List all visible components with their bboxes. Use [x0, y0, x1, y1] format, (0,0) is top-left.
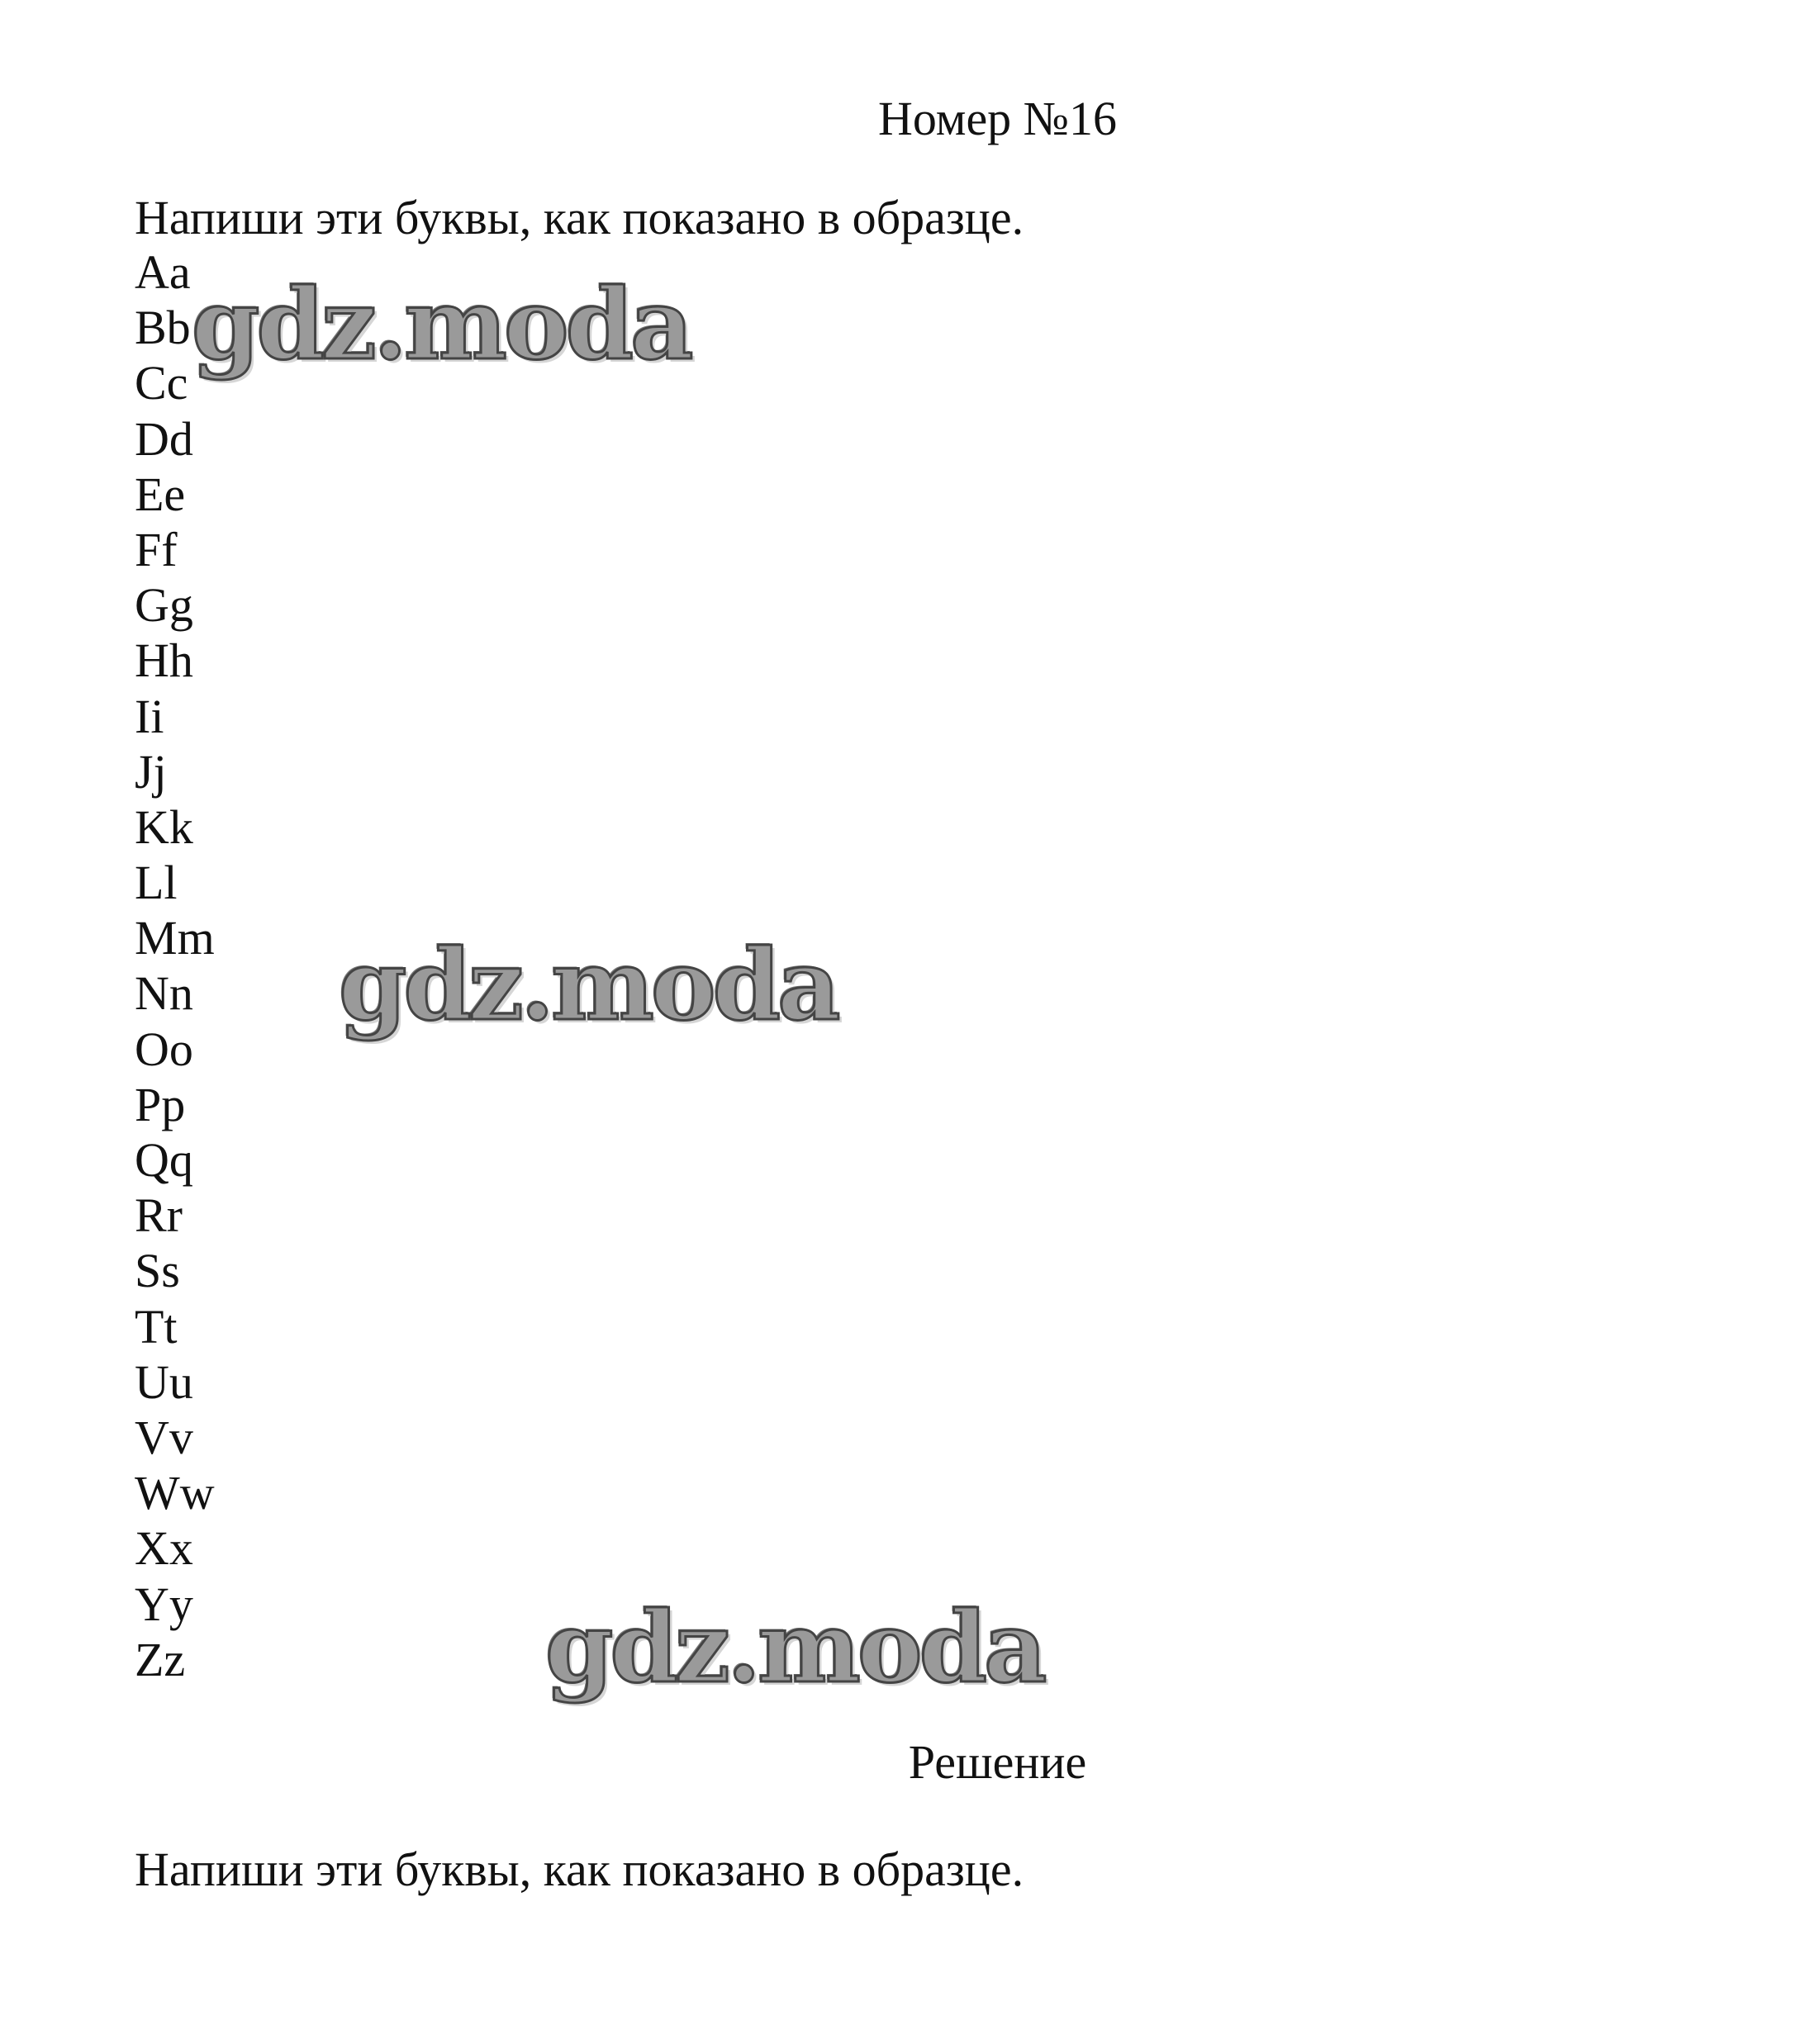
letter-pair: Vv — [135, 1410, 193, 1464]
letter-pair: Ff — [135, 522, 178, 576]
letter-pair: Ii — [135, 689, 164, 743]
watermark: gdz.moda — [192, 267, 691, 382]
letter-pair: Jj — [135, 744, 167, 799]
letter-pair: Cc — [135, 356, 188, 410]
page-title: Номер №16 — [877, 92, 1118, 145]
letter-pair: Ww — [135, 1466, 215, 1520]
letter-pair: Bb — [135, 301, 191, 355]
letter-pair: Xx — [135, 1521, 193, 1576]
letter-pair: Oo — [135, 1022, 193, 1076]
letter-pair: Aa — [135, 245, 191, 299]
letter-pair: Rr — [135, 1188, 183, 1243]
solution-instruction: Напиши эти буквы, как показано в образце. — [135, 1842, 1024, 1896]
letter-pair: Dd — [135, 411, 193, 466]
letter-pair: Ss — [135, 1244, 180, 1298]
letter-pair: Hh — [135, 633, 193, 688]
letter-pair: Nn — [135, 966, 193, 1021]
letter-pair: Pp — [135, 1077, 186, 1131]
letter-pair: Zz — [135, 1632, 186, 1686]
solution-heading: Решение — [908, 1735, 1087, 1789]
task-instruction: Напиши эти буквы, как показано в образце. — [135, 191, 1024, 244]
letter-pair: Uu — [135, 1354, 193, 1409]
letter-pair: Qq — [135, 1133, 193, 1187]
letter-pair: Gg — [135, 578, 193, 633]
watermark: gdz.moda — [339, 927, 838, 1042]
letter-pair: Ll — [135, 856, 178, 910]
letter-list — [135, 244, 215, 1687]
letter-pair: Mm — [135, 911, 215, 965]
letter-pair: Tt — [135, 1299, 178, 1354]
letter-pair: Kk — [135, 799, 193, 854]
watermark: gdz.moda — [545, 1590, 1044, 1705]
letter-pair: Yy — [135, 1577, 193, 1631]
letter-pair: Ee — [135, 467, 186, 521]
